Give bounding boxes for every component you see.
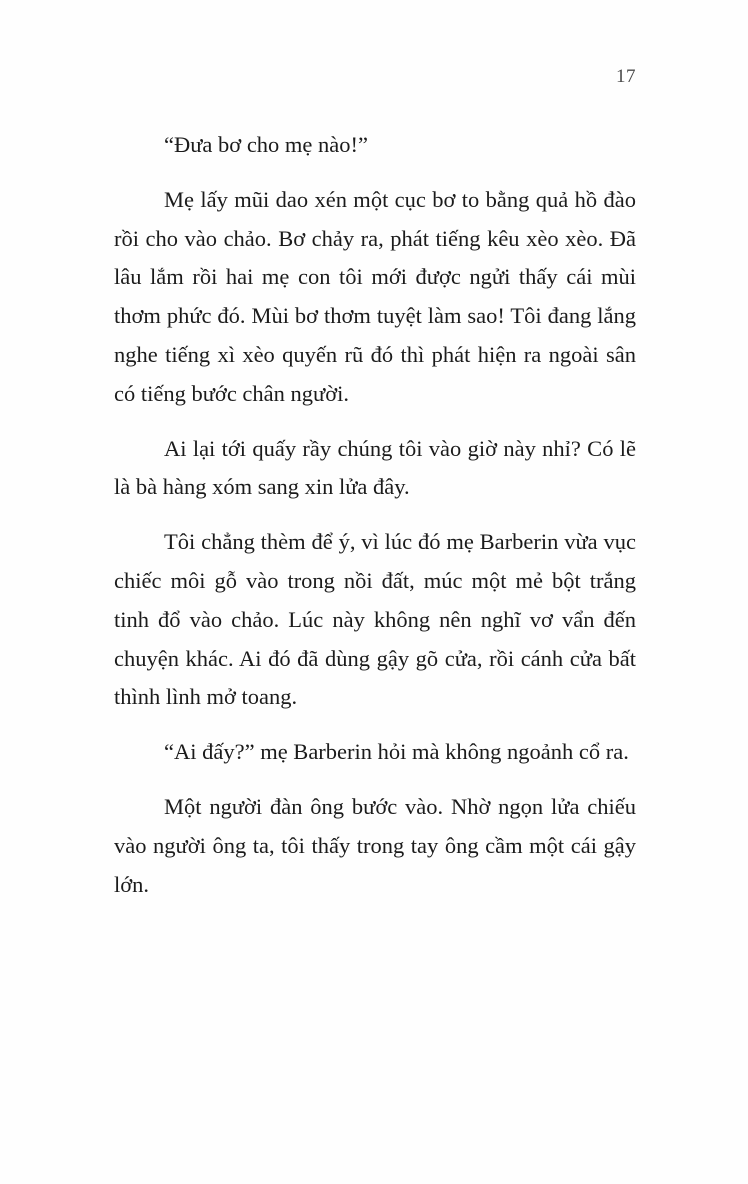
paragraph-barberin-cooking: Tôi chẳng thèm để ý, vì lúc đó mẹ Barberin vừa vục chiếc môi gỗ vào trong nồi đất, múc một mẻ bột trắng tinh đổ vào chảo. Lúc này không nên nghĩ vơ vẩn đến chuyện khác. Ai đó đã dùng gậy gõ cửa, rồi cánh cửa bất thình lình mở toang. [114,529,636,710]
paragraph-butter-pan: Mẹ lấy mũi dao xén một cục bơ to bằng quả hồ đào rồi cho vào chảo. Bơ chảy ra, phát tiếng kêu xèo xèo. Đã lâu lắm rồi hai mẹ con tôi mới được ngửi thấy cái mùi thơm phức đó. Mùi bơ thơm tuyệt làm sao! Tôi đang lắng nghe tiếng xì xèo quyến rũ đó thì phát hiện ra ngoài sân có tiếng bước chân người. [114,186,636,406]
paragraph-man-enters: Một người đàn ông bước vào. Nhờ ngọn lửa chiếu vào người ông ta, tôi thấy trong tay ông cầm một cái gậy lớn. [114,793,636,897]
text-block [114,126,636,904]
paragraph-dialogue-butter: “Đưa bơ cho mẹ nào!” [164,132,369,157]
page-number: 17 [616,66,636,87]
paragraph-dialogue-who: “Ai đấy?” mẹ Barberin hỏi mà không ngoảnh cổ ra. [164,739,629,765]
paragraph-neighbor-question: Ai lại tới quấy rầy chúng tôi vào giờ này nhỉ? Có lẽ là bà hàng xóm sang xin lửa đây. [114,435,636,500]
